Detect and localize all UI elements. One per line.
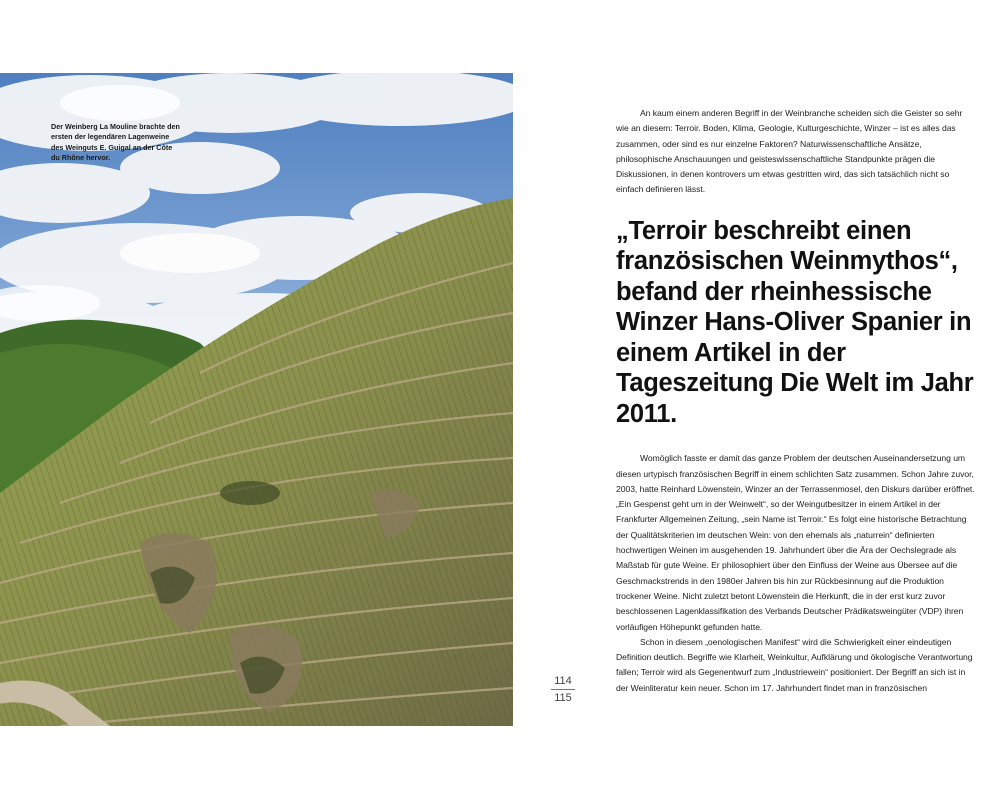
vineyard-terraces-photo-icon [0,73,513,726]
page-numbers [548,674,578,705]
article-column [616,106,976,696]
page-number-right: 115 [554,692,572,704]
body-paragraph-2: Womöglich fasste er damit das ganze Problem der deutschen Auseinandersetzung um diesen urtypisch französischen Begriff in einem schlichten Satz zusammen. Schon Jahre zuvor, 2003, hatte Reinhard Löwenstein, Winzer an der Terrassenmosel, den Diskurs darüber eröffnet. „Ein Gespenst geht um in der Weinwelt“, so der Weingutbesitzer in einem Artikel in der Frankfurter Allgemeinen Zeitung, „sein Name ist Terroir.“ Es folgt eine historische Betrachtung der Qualitätskriterien im deutschen Wein: von den ehemals als „naturrein“ definierten hochwertigen Weinen im ausgehenden 19. Jahrhundert über die Ära der Oechslegrade als Maßstab für gute Weine. Er philosophiert über den Einfluss der Weine aus Übersee auf die Geschmackstrends in den 1980er Jahren bis hin zur Rückbesinnung auf die Produktion trockener Weine. Nicht zuletzt betont Löwenstein die Herkunft, die in der erst kurz zuvor beschlossenen Lagenklassifikation des Verbands Deutscher Prädikatsweingüter (VDP) ihren vorläufigen Höhepunkt gefunden hatte. [616,453,975,632]
page-number-left: 114 [554,675,572,687]
vineyard-photo [0,73,513,726]
pull-quote: „Terroir beschreibt einen französischen Weinmythos“, befand der rheinhessische Winzer Hans-Oliver Spanier in einem Artikel in der Tageszeitung Die Welt im Jahr 2011. [616,216,974,428]
folio-divider [551,689,575,690]
photo-caption: Der Weinberg La Mouline brachte den ersten der legendären Lagenweine des Weinguts E. Guigal an der Côte du Rhône hervor. [51,122,180,163]
body-paragraph-3: Schon in diesem „oenologischen Manifest“ wird die Schwierigkeit einer eindeutigen Definition deutlich. Begriffe wie Klarheit, Weinkultur, Aufklärung und ökologische Verantwortung fallen; Terroir wird als Gegenentwurf zum „Industriewein“ positioniert. Der Begriff an sich ist in der Weinliteratur kein neuer. Schon im 17. Jahrhundert findet man in französischen [616,636,973,693]
intro-paragraph: An kaum einem anderen Begriff in der Weinbranche scheiden sich die Geister so sehr wie an diesem: Terroir. Boden, Klima, Geologie, Kulturgeschichte, Winzer – ist es alles das zusammen, oder sind es nur einzelne Faktoren? Naturwissenschaftliche Ansätze, philosophische Anschauungen und geisteswissenschaftliche Standpunkte prägen die Diskussionen, in denen kontrovers um etwas gestritten wird, das sich tatsächlich nicht so einfach definieren lässt. [616,108,963,195]
